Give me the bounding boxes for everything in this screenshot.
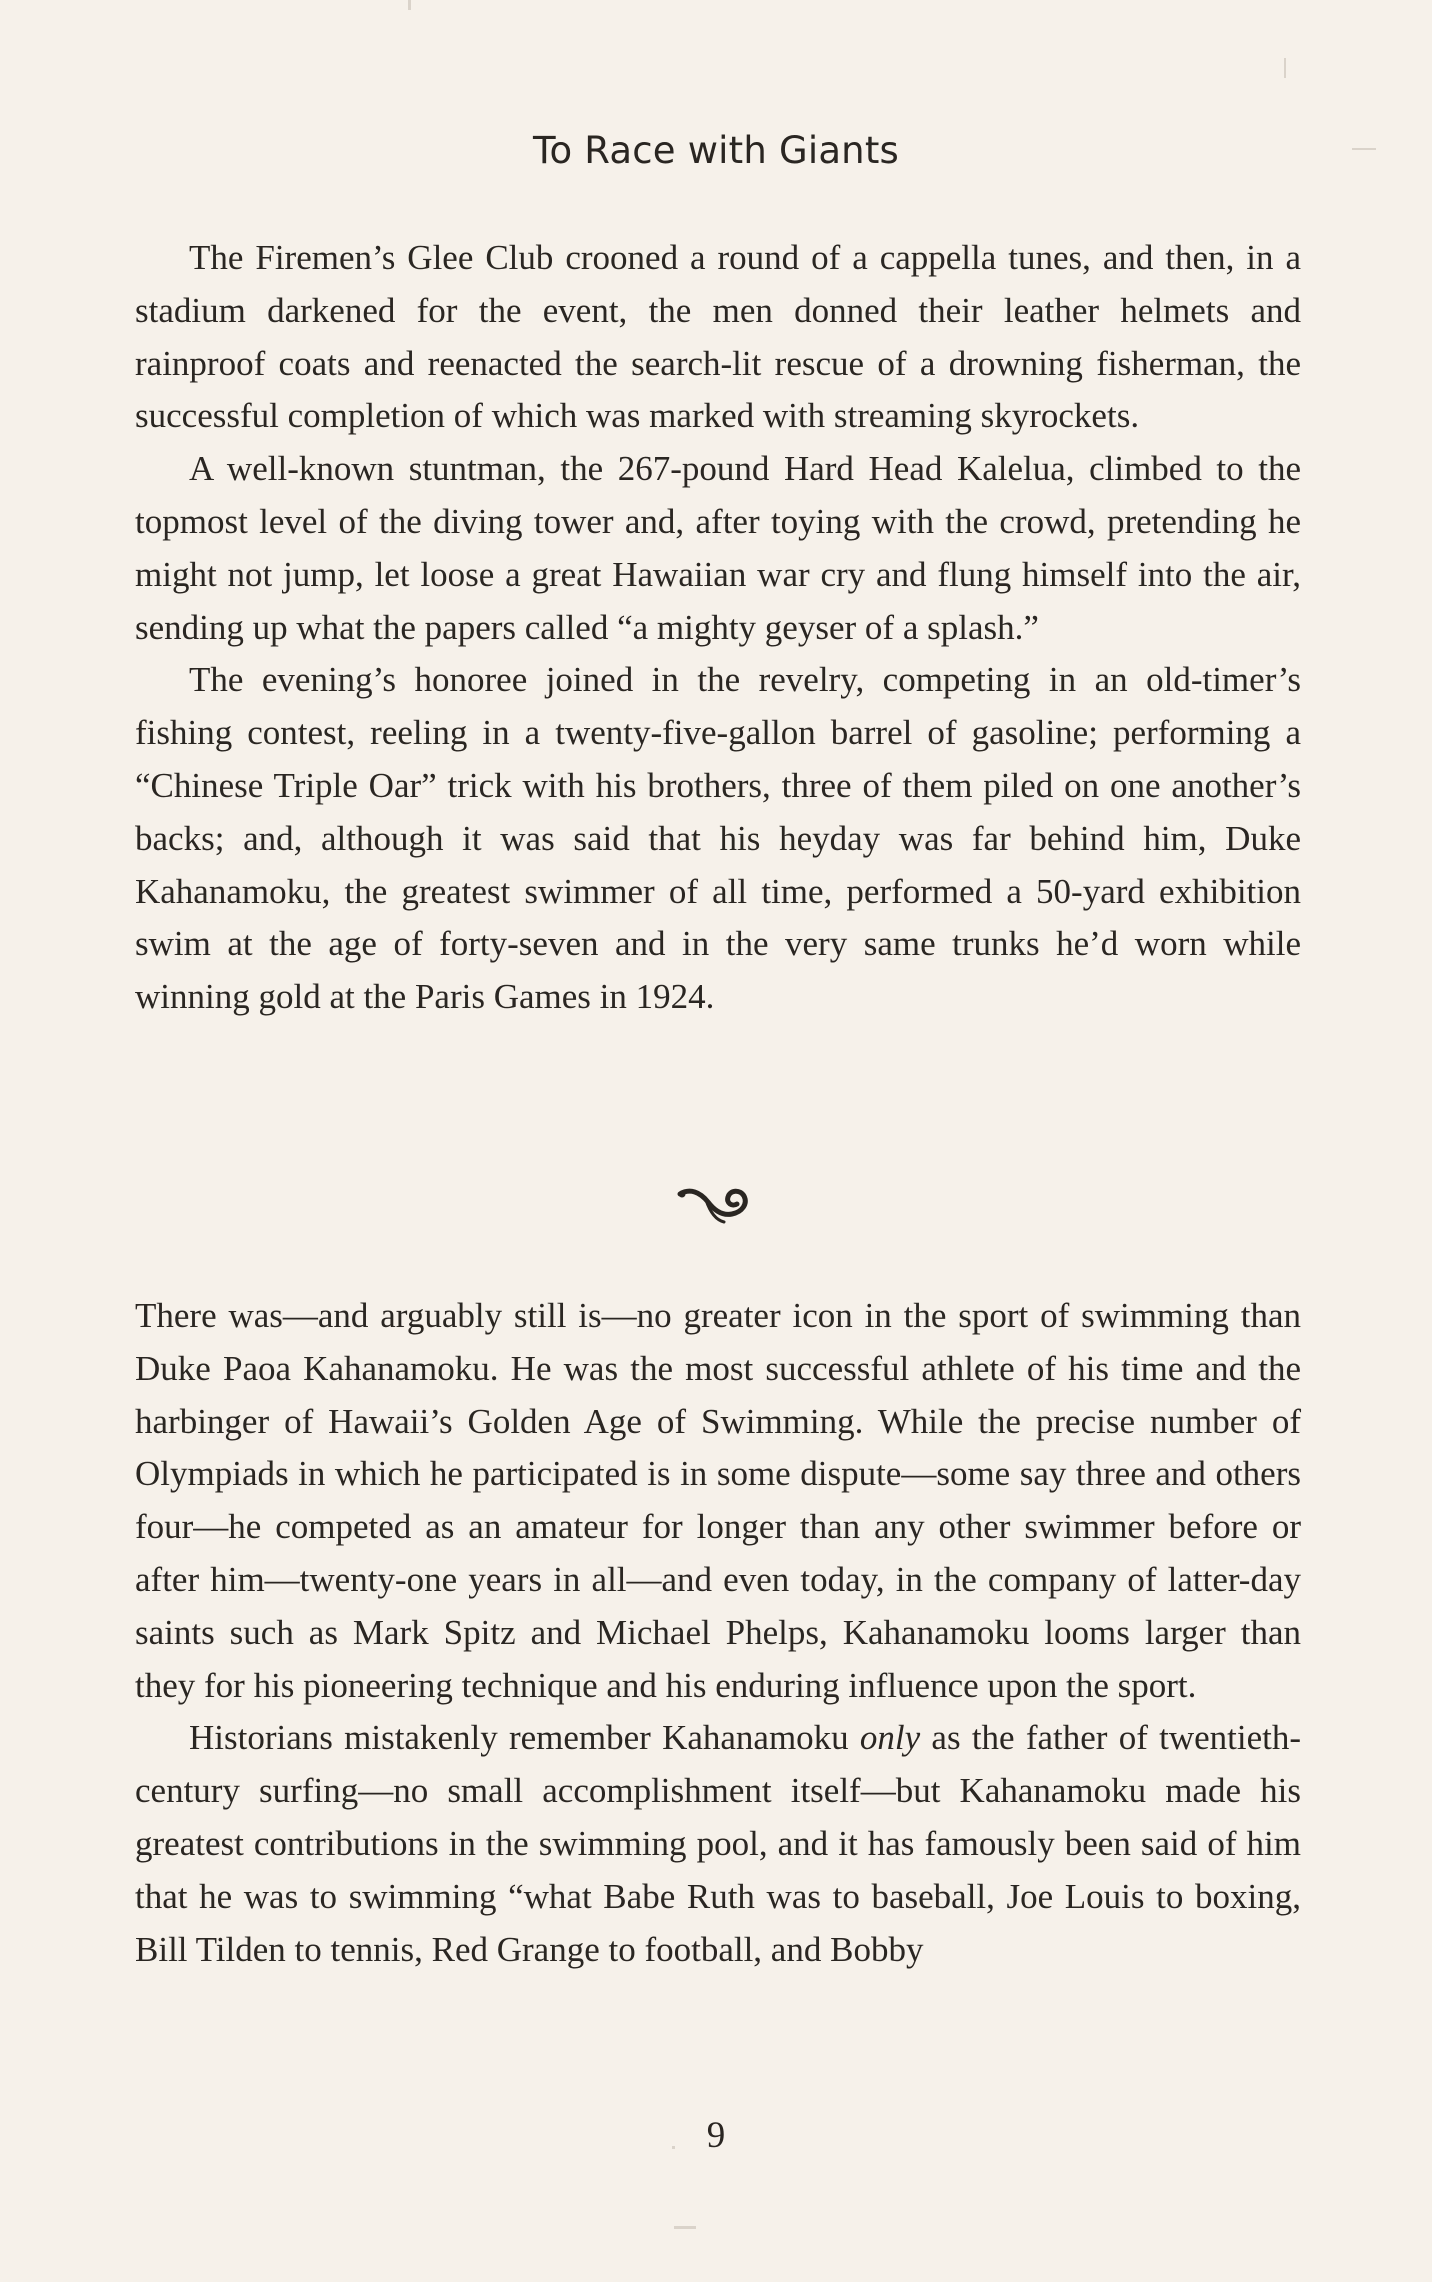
swash-ornament-icon <box>676 1182 758 1228</box>
paragraph-greatest-icon: There was—and arguably still is—no greater icon in the sport of swimming than Duke Paoa Kahanamoku. He was the most successful athlete of his time and the harbinger of Hawaii’s Golden Age of Swimming. While the precise number of Olympiads in which he participated is in some dispute—some say three and others four—he competed as an amateur for longer than any other swimmer before or after him—twenty-one years in all—and even today, in the company of latter-day saints such as Mark Spitz and Michael Phelps, Kahanamoku looms larger than they for his pioneering technique and his enduring influence upon the sport. <box>135 1296 1301 1705</box>
paragraph-firemen-glee-club: The Firemen’s Glee Club crooned a round of a cappella tunes, and then, in a stadium darkened for the event, the men donned their leather helmets and rainproof coats and reenacted the search-lit rescue of a drowning fisherman, the successful completion of which was marked with streaming skyrockets. <box>135 238 1301 436</box>
section-one <box>135 232 1301 1024</box>
paper-speck <box>1284 58 1286 78</box>
emphasis-only: only <box>859 1718 921 1758</box>
paragraph-honoree: The evening’s honoree joined in the revelry, competing in an old-timer’s fishing contest, reeling in a twenty-five-gallon barrel of gasoline; performing a “Chinese Triple Oar” trick with his brothers, three of them piled on one another’s backs; and, although it was said that his heyday was far behind him, Duke Kahanamoku, the greatest swimmer of all time, performed a 50-yard exhibition swim at the age of forty-seven and in the very same trunks he’d worn while winning gold at the Paris Games in 1924. <box>135 660 1301 1017</box>
paper-speck <box>674 2226 696 2229</box>
paper-speck <box>1352 148 1376 150</box>
paragraph-historians <box>135 1712 1301 1976</box>
paper-speck <box>408 0 411 10</box>
paper-speck <box>672 2146 675 2149</box>
page-number: 9 <box>706 2115 726 2156</box>
paragraph-stuntman: A well-known stuntman, the 267-pound Hard Head Kalelua, climbed to the topmost level of the diving tower and, after toying with the crowd, pretending he might not jump, let loose a great Hawaiian war cry and flung himself into the air, sending up what the papers called “a mighty geyser of a splash.” <box>135 449 1301 647</box>
running-head: To Race with Giants <box>532 129 900 172</box>
section-two <box>135 1290 1301 1976</box>
historians-text-start: Historians mistakenly remember Kahanamoku <box>189 1718 860 1758</box>
historians-text-end: as the father of twentieth-century surfing—no small accomplishment itself—but Kahanamoku made his greatest contributions in the swimming pool, and it has famously been said of him that he was to swimming “what Babe Ruth was to baseball, Joe Louis to boxing, Bill Tilden to tennis, Red Grange to football, and Bobby <box>135 1718 1301 1969</box>
